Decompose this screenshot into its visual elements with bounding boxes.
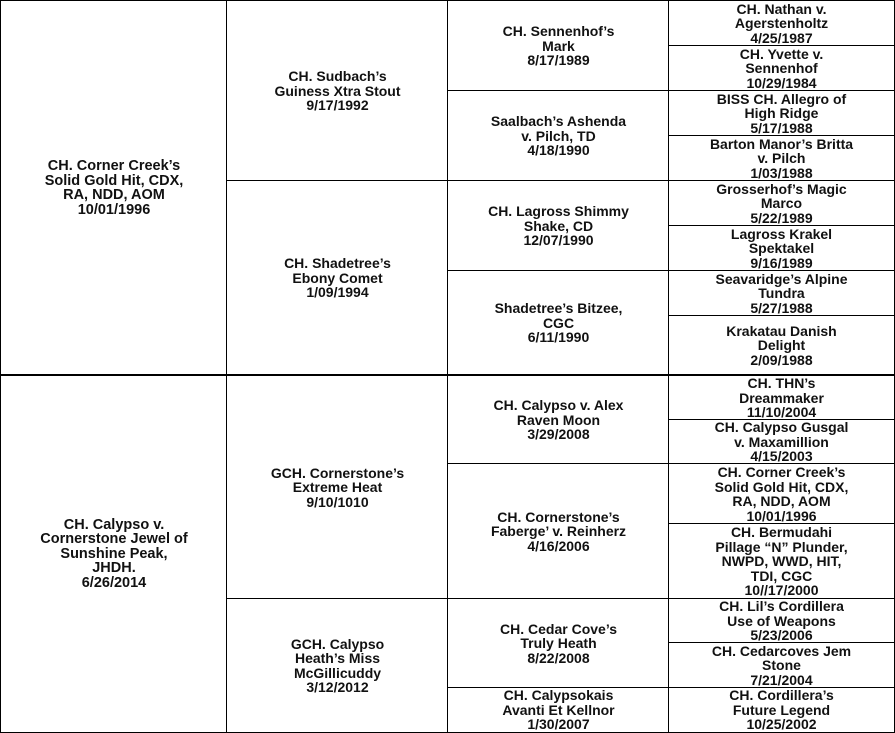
- cell-text-line: 10/29/1984: [746, 74, 817, 91]
- gggp-cell-13: [668, 598, 895, 643]
- sire-cell: [0, 0, 227, 375]
- cell-text-line: 9/16/1989: [750, 254, 813, 271]
- gggp-cell-5: [668, 180, 895, 226]
- cell-text-line: Grosserhof’s Magic: [716, 180, 847, 197]
- maternal-granddam-cell: [226, 598, 448, 733]
- cell-text-line: CH. Shadetree’s: [284, 255, 391, 272]
- cell-text-line: CH. THN’s: [747, 375, 816, 392]
- cell-text-line: 3/12/2012: [306, 679, 369, 695]
- cell-text-line: Solid Gold Hit, CDX,: [714, 478, 849, 495]
- cell-text-line: CH. Calypso v.: [63, 516, 165, 533]
- cell-text-line: 4/15/2003: [750, 448, 813, 464]
- ggp-cell-3: [447, 180, 669, 271]
- cell-text-line: TDI, CGC: [750, 567, 813, 584]
- cell-text-line: CH. Cordillera’s: [729, 687, 834, 704]
- cell-text-line: Sennenhof: [745, 60, 818, 77]
- cell-text-line: Delight: [757, 337, 806, 354]
- cell-text-line: 4/25/1987: [750, 29, 813, 46]
- cell-text-line: Mark: [542, 37, 575, 54]
- cell-text-line: Shadetree’s Bitzee,: [494, 300, 623, 317]
- cell-text-line: Guiness Xtra Stout: [274, 82, 401, 99]
- cell-text-line: CH. Cedarcoves Jem: [711, 642, 852, 659]
- cell-text-line: 1/09/1994: [306, 284, 369, 301]
- ggp-cell-4: [447, 270, 669, 375]
- cell-text-line: JHDH.: [92, 560, 136, 577]
- cell-text-line: 5/23/2006: [750, 627, 813, 643]
- cell-text-line: 6/26/2014: [81, 574, 147, 591]
- ggp-cell-5: [447, 374, 669, 464]
- gggp-cell-8: [668, 315, 895, 375]
- cell-text-line: Truly Heath: [520, 635, 597, 652]
- cell-text-line: CH. Calypso Gusgal: [714, 419, 849, 436]
- cell-text-line: v. Maxamillion: [734, 433, 829, 450]
- cell-text-line: 7/21/2004: [750, 671, 813, 688]
- cell-text-line: Spektakel: [748, 240, 815, 257]
- cell-text-line: Pillage “N” Plunder,: [715, 538, 848, 555]
- cell-text-line: v. Pilch, TD: [521, 127, 596, 144]
- cell-text-line: Sunshine Peak,: [60, 545, 168, 562]
- cell-text-line: CH. Nathan v.: [736, 0, 827, 17]
- cell-text-line: 12/07/1990: [523, 232, 594, 249]
- cell-text-line: BISS CH. Allegro of: [716, 90, 847, 107]
- cell-text-line: CH. Corner Creek’s: [717, 464, 846, 480]
- cell-text-line: 10//17/2000: [744, 582, 819, 599]
- cell-text-line: CH. Lagross Shimmy: [488, 203, 629, 220]
- gggp-cell-15: [668, 687, 895, 733]
- gggp-cell-10: [668, 419, 895, 464]
- cell-text-line: 5/17/1988: [750, 119, 813, 136]
- cell-text-line: CH. Bermudahi: [730, 524, 833, 541]
- cell-text-line: Lagross Krakel: [730, 225, 833, 242]
- cell-text-line: GCH. Calypso: [290, 635, 385, 652]
- cell-text-line: CH. Corner Creek’s: [47, 158, 181, 174]
- cell-text-line: Saalbach’s Ashenda: [490, 113, 627, 130]
- cell-text-line: Ebony Comet: [292, 269, 383, 286]
- maternal-grandsire-cell: [226, 374, 448, 599]
- gggp-cell-6: [668, 225, 895, 271]
- cell-text-line: Stone: [762, 657, 801, 674]
- cell-text-line: 10/01/1996: [746, 507, 817, 524]
- cell-text-line: Seavaridge’s Alpine: [715, 270, 848, 287]
- cell-text-line: 8/17/1989: [527, 52, 590, 69]
- cell-text-line: CH. Sennenhof’s: [502, 23, 615, 40]
- cell-text-line: CH. Cornerstone’s: [497, 508, 620, 525]
- gggp-cell-14: [668, 642, 895, 688]
- paternal-granddam-cell: [226, 180, 448, 375]
- gggp-cell-3: [668, 90, 895, 136]
- cell-text-line: CH. Cedar Cove’s: [500, 620, 617, 637]
- cell-text-line: Extreme Heat: [292, 479, 383, 496]
- cell-text-line: CGC: [542, 314, 575, 331]
- dam-cell: [0, 374, 227, 733]
- ggp-cell-2: [447, 90, 669, 181]
- cell-text-line: 5/22/1989: [750, 209, 813, 226]
- cell-text-line: 4/18/1990: [527, 142, 590, 159]
- ggp-cell-1: [447, 0, 669, 91]
- cell-text-line: NWPD, WWD, HIT,: [721, 553, 842, 570]
- cell-text-line: Shake, CD: [523, 217, 594, 234]
- cell-text-line: CH. Calypso v. Alex: [493, 397, 624, 414]
- cell-text-line: Future Legend: [732, 701, 831, 718]
- cell-text-line: McGillicuddy: [293, 664, 382, 681]
- ggp-cell-8: [447, 687, 669, 733]
- cell-text-line: Marco: [760, 195, 803, 212]
- cell-text-line: 10/25/2002: [746, 716, 817, 733]
- cell-text-line: Solid Gold Hit, CDX,: [44, 172, 184, 189]
- gggp-cell-2: [668, 45, 895, 91]
- gggp-cell-7: [668, 270, 895, 316]
- cell-text-line: 9/10/1010: [306, 493, 369, 510]
- cell-text-line: CH. Sudbach’s: [288, 68, 387, 85]
- cell-text-line: Dreammaker: [739, 389, 824, 406]
- cell-text-line: 1/30/2007: [527, 716, 590, 733]
- cell-text-line: Use of Weapons: [727, 612, 836, 629]
- gggp-cell-1: [668, 0, 895, 46]
- cell-text-line: 1/03/1988: [750, 164, 813, 181]
- cell-text-line: Agerstenholtz: [734, 15, 829, 32]
- cell-text-line: High Ridge: [744, 105, 819, 122]
- cell-text-line: 3/29/2008: [527, 426, 590, 443]
- cell-text-line: RA, NDD, AOM: [63, 187, 165, 203]
- cell-text-line: Krakatau Danish: [726, 322, 837, 339]
- cell-text-line: Barton Manor’s Britta: [709, 135, 854, 152]
- cell-text-line: Faberge’ v. Reinherz: [490, 523, 627, 540]
- cell-text-line: Raven Moon: [516, 411, 601, 428]
- cell-text-line: 11/10/2004: [746, 404, 817, 420]
- gggp-cell-11: [668, 463, 895, 524]
- gggp-cell-9: [668, 374, 895, 420]
- cell-text-line: Heath’s Miss: [294, 650, 381, 666]
- cell-text-line: Cornerstone Jewel of: [40, 531, 188, 548]
- ggp-cell-7: [447, 598, 669, 688]
- cell-text-line: CH. Yvette v.: [739, 45, 824, 62]
- paternal-grandsire-cell: [226, 0, 448, 181]
- cell-text-line: 8/22/2008: [527, 649, 590, 666]
- cell-text-line: 2/09/1988: [750, 351, 813, 368]
- cell-text-line: RA, NDD, AOM: [732, 493, 831, 509]
- cell-text-line: GCH. Cornerstone’s: [270, 464, 405, 481]
- gggp-cell-12: [668, 523, 895, 599]
- ggp-cell-6: [447, 463, 669, 599]
- cell-text-line: 9/17/1992: [306, 97, 369, 114]
- cell-text-line: 10/01/1996: [77, 201, 151, 218]
- cell-text-line: 5/27/1988: [750, 299, 813, 316]
- cell-text-line: v. Pilch: [757, 150, 806, 167]
- cell-text-line: Avanti Et Kellnor: [502, 701, 615, 718]
- cell-text-line: 4/16/2006: [527, 537, 590, 554]
- cell-text-line: Tundra: [758, 285, 805, 302]
- gggp-cell-4: [668, 135, 895, 181]
- cell-text-line: 6/11/1990: [527, 329, 590, 346]
- cell-text-line: CH. Calypsokais: [503, 687, 614, 704]
- cell-text-line: CH. Lil’s Cordillera: [719, 598, 844, 615]
